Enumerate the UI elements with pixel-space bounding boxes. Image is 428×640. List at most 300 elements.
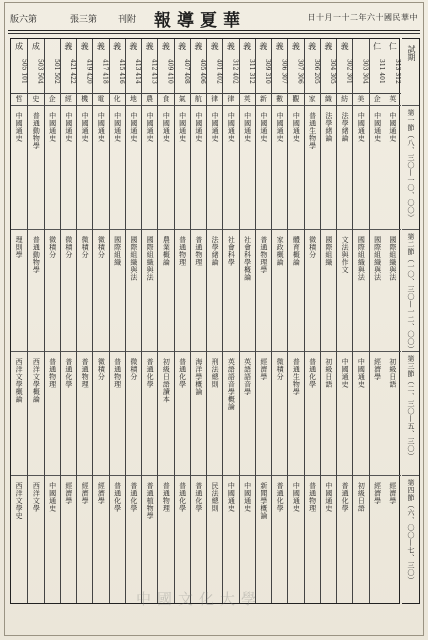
period-cell (175, 229, 190, 352)
course-name: 中國通史 (129, 112, 138, 142)
column-header (77, 39, 92, 94)
course-name: 初級日語 (388, 358, 397, 388)
column-header (223, 39, 238, 94)
course-name: 經濟學 (64, 482, 73, 505)
course-name: 西洋文學 (32, 482, 41, 512)
room-codes: 303 304 (361, 58, 369, 84)
column-header (207, 39, 222, 94)
period-cell (45, 229, 60, 352)
course-name: 普通物理 (162, 482, 171, 512)
course-name: 法學緒論 (211, 236, 220, 266)
schedule-column (369, 39, 385, 603)
period-cell (256, 475, 271, 606)
course-name: 中國通史 (357, 112, 366, 142)
period-cell (288, 351, 303, 476)
period-cell (77, 105, 92, 230)
department-abbrev: 律 (207, 93, 222, 106)
course-name: 中國通史 (48, 112, 57, 142)
class-name: 義 (259, 42, 268, 51)
course-name: 民法總則 (211, 482, 220, 512)
class-name: 義 (340, 42, 349, 51)
class-name: 義 (64, 42, 73, 51)
column-header (110, 39, 125, 94)
course-name: 中國通史 (341, 358, 350, 388)
course-name: 中國通史 (243, 112, 252, 142)
room-codes: 419 420 (85, 58, 93, 84)
schedule-column (352, 39, 368, 603)
course-name: 普通化學 (129, 482, 138, 512)
course-name: 海洋學概論 (194, 358, 203, 396)
period-cell (288, 105, 303, 230)
period-cell (110, 351, 125, 476)
room-codes: 415 416 (117, 58, 125, 84)
period-cell (126, 475, 141, 606)
column-header (126, 39, 141, 94)
column-header (353, 39, 368, 94)
period-cell (353, 351, 368, 476)
period-cell (142, 475, 157, 606)
period-cell (305, 229, 320, 352)
course-name: 初級日語 (324, 358, 333, 388)
course-name: 普通植物學 (146, 482, 155, 520)
course-name: 中國通史 (259, 112, 268, 142)
period-cell (110, 105, 125, 230)
course-name: 法學緒論 (324, 112, 333, 142)
course-name: 初級日語 (357, 482, 366, 512)
department-abbrev: 電 (93, 93, 108, 106)
course-name: 普通物理 (178, 236, 187, 266)
period-cell (272, 351, 287, 476)
period-cell (223, 105, 238, 230)
schedule-column (255, 39, 271, 603)
department-abbrev: 英 (385, 93, 401, 106)
period-cell (11, 351, 27, 476)
period-cell (240, 475, 255, 606)
period-column-title: 試期 (407, 45, 416, 61)
edition-label: 版六第 (10, 15, 38, 25)
period-cell (45, 105, 60, 230)
course-name: 普通物理 (113, 358, 122, 388)
period-cell (110, 229, 125, 352)
period-cell (256, 351, 271, 476)
course-name: 經濟學 (97, 482, 106, 505)
class-name: 義 (291, 42, 300, 51)
course-name: 中國通史 (227, 112, 236, 142)
course-name: 普通物理 (48, 358, 57, 388)
course-name: 普通生物學 (292, 358, 301, 396)
period-cell (191, 105, 206, 230)
schedule-column (239, 39, 255, 603)
department-abbrev: 英 (240, 93, 255, 106)
period-cell (223, 351, 238, 476)
period-cell (305, 475, 320, 606)
class-name: 義 (194, 42, 203, 51)
course-name: 社會科學 (227, 236, 236, 266)
course-name: 中國通史 (48, 482, 57, 512)
class-name: 義 (80, 42, 89, 51)
schedule-column (76, 39, 92, 603)
course-name: 中國通史 (243, 482, 252, 512)
class-name: 仁 (373, 42, 382, 51)
class-name: 義 (226, 42, 235, 51)
course-name: 中國通史 (64, 112, 73, 142)
column-header (240, 39, 255, 94)
period-cell (45, 475, 60, 606)
schedule-column (336, 39, 352, 603)
course-name: 中國通史 (292, 112, 301, 142)
period-cell (370, 475, 385, 606)
period-cell (385, 229, 401, 352)
course-name: 中國通史 (162, 112, 171, 142)
schedule-column (157, 39, 173, 603)
period-cell (223, 475, 238, 606)
class-name: 仁 (388, 42, 397, 51)
period-sep (402, 475, 419, 476)
class-name: 義 (210, 42, 219, 51)
room-codes: 309 310 (264, 58, 271, 84)
column-header (385, 39, 401, 94)
department-abbrev: 紡 (337, 93, 352, 106)
course-name: 普通物理 (194, 236, 203, 266)
period-cell (175, 475, 190, 606)
course-name: 國際組織與法 (357, 236, 366, 281)
department-abbrev: 氣 (175, 93, 190, 106)
period-cell (175, 351, 190, 476)
course-name: 普通物理 (308, 482, 317, 512)
course-name: 中國通史 (194, 112, 203, 142)
department-abbrev: 新 (256, 93, 271, 106)
department-abbrev: 農 (142, 93, 157, 106)
room-codes: 307 306 (296, 58, 304, 84)
period-cell (207, 105, 222, 230)
period-cell (110, 475, 125, 606)
room-codes: 409 410 (166, 58, 174, 84)
period-cell (61, 475, 76, 606)
department-abbrev: 律 (223, 93, 238, 106)
period-cell (126, 351, 141, 476)
room-codes: 401 402 (215, 58, 223, 84)
course-name: 中國通史 (324, 482, 333, 512)
supplement-label: 刊附 (118, 15, 137, 25)
schedule-column (271, 39, 287, 603)
course-name: 新聞學概論 (259, 482, 268, 520)
room-codes: 311 312 (247, 58, 255, 84)
schedule-column (304, 39, 320, 603)
column-header (142, 39, 157, 94)
column-header (28, 39, 43, 94)
period-cell (77, 229, 92, 352)
period-cell (61, 105, 76, 230)
department-abbrev: 地 (126, 93, 141, 106)
department-abbrev: 航 (191, 93, 206, 106)
department-abbrev: 哲 (11, 93, 27, 106)
sheet-label: 張三第 (70, 15, 98, 25)
department-abbrev: 化 (110, 93, 125, 106)
column-header (337, 39, 352, 94)
course-name: 中國通史 (227, 482, 236, 512)
class-name: 義 (145, 42, 154, 51)
course-name: 微積分 (97, 236, 106, 259)
period-cell (93, 229, 108, 352)
course-name: 經濟學 (373, 358, 382, 381)
period-cell (61, 351, 76, 476)
course-name: 中國通史 (97, 112, 106, 142)
department-abbrev: 企 (45, 93, 60, 106)
period-cell (158, 475, 173, 606)
course-name: 微積分 (64, 236, 73, 259)
column-header (61, 39, 76, 94)
period-cell (337, 351, 352, 476)
period-cell (126, 105, 141, 230)
course-name: 初級日語讀本 (162, 358, 171, 403)
course-name: 普通化學 (194, 482, 203, 512)
period-cell (337, 229, 352, 352)
course-name: 普通化學 (64, 358, 73, 388)
room-codes: 302 301 (345, 58, 353, 84)
column-header (11, 39, 27, 94)
masthead-title: 報導夏華 (154, 11, 246, 31)
period-cell (223, 229, 238, 352)
class-name: 義 (129, 42, 138, 51)
schedule-column (27, 39, 43, 603)
department-abbrev: 史 (28, 93, 43, 106)
period-cell (305, 105, 320, 230)
room-codes: 304 305 (329, 58, 336, 84)
period-sep (402, 105, 419, 106)
course-name: 普通化學 (308, 358, 317, 388)
column-header (191, 39, 206, 94)
course-name: 中國通史 (146, 112, 155, 142)
schedule-column (60, 39, 76, 603)
course-name: 中國通史 (292, 482, 301, 512)
class-name: 義 (308, 42, 317, 51)
watermark: 中國文化大學 (136, 590, 263, 608)
period-cell (370, 229, 385, 352)
course-name: 國際組織與法 (388, 236, 397, 281)
course-name: 普通化學 (178, 358, 187, 388)
department-abbrev: 織 (321, 93, 336, 106)
schedule-column (320, 39, 336, 603)
period-sep (402, 351, 419, 352)
column-header (272, 39, 287, 94)
course-name: 體育概論 (292, 236, 301, 266)
department-abbrev: 觀 (288, 93, 303, 106)
period-cell (158, 229, 173, 352)
course-name: 普通化學 (146, 358, 155, 388)
period-cell (337, 105, 352, 230)
room-codes: 312 402 (231, 58, 239, 84)
schedule-column (287, 39, 303, 603)
period-cell (142, 351, 157, 476)
column-header (93, 39, 108, 94)
class-name: 義 (178, 42, 187, 51)
column-header (175, 39, 190, 94)
department-abbrev: 經 (61, 93, 76, 106)
room-codes: 311 401 (377, 58, 385, 84)
period-cell (337, 475, 352, 606)
schedule-column (125, 39, 141, 603)
course-name: 理則學 (15, 236, 24, 259)
room-codes: 505 101 (20, 58, 28, 84)
period-cell (93, 105, 108, 230)
course-name: 國際組織與法 (146, 236, 155, 281)
course-name: 中國通史 (373, 112, 382, 142)
period-cell (256, 105, 271, 230)
period-cell (142, 105, 157, 230)
course-name: 西洋文學史 (15, 482, 24, 520)
department-abbrev: 食 (158, 93, 173, 106)
course-name: 家政概論 (276, 236, 285, 266)
course-name: 國際組織與法 (373, 236, 382, 281)
period-cell (11, 105, 27, 230)
period-cell (207, 351, 222, 476)
schedule-column (222, 39, 238, 603)
schedule-column (92, 39, 108, 603)
period-cell (45, 351, 60, 476)
class-name: 成 (31, 42, 40, 51)
course-name: 社會科學概論 (243, 236, 252, 281)
period-cell (28, 475, 43, 606)
period-1: 第一節（八、三〇—一〇、〇〇） (407, 109, 415, 222)
period-cell (272, 105, 287, 230)
room-codes: 503 504 (36, 58, 44, 84)
period-2: 第二節（一〇、三〇—一二、〇〇） (407, 233, 415, 353)
schedule-column (174, 39, 190, 603)
period-cell (191, 229, 206, 352)
course-name: 普通生物學 (308, 112, 317, 150)
period-cell (370, 351, 385, 476)
period-cell (353, 105, 368, 230)
column-header (158, 39, 173, 94)
period-column (402, 38, 420, 604)
room-codes: 413 414 (134, 58, 141, 84)
course-name: 經濟學 (259, 358, 268, 381)
course-name: 經濟學 (373, 482, 382, 505)
course-name: 法學緒論 (341, 112, 350, 142)
period-cell (126, 229, 141, 352)
period-cell (207, 229, 222, 352)
period-cell (385, 475, 401, 606)
course-name: 微積分 (129, 358, 138, 381)
room-codes: 313 312 (394, 58, 401, 84)
period-cell (385, 351, 401, 476)
schedule-column (11, 39, 27, 603)
period-cell (321, 351, 336, 476)
room-codes: 417 418 (101, 58, 109, 84)
period-cell (77, 475, 92, 606)
column-header (370, 39, 385, 94)
period-cell (191, 475, 206, 606)
course-name: 中國通史 (178, 112, 187, 142)
course-name: 國際組織與法 (129, 236, 138, 281)
period-cell (240, 105, 255, 230)
period-cell (305, 351, 320, 476)
course-name: 國際組織 (113, 236, 122, 266)
course-name: 刑法總則 (211, 358, 220, 388)
class-name: 成 (15, 42, 24, 51)
period-cell (207, 475, 222, 606)
period-cell (321, 229, 336, 352)
course-name: 國際組織 (324, 236, 333, 266)
period-cell (158, 105, 173, 230)
course-name: 微積分 (276, 358, 285, 381)
room-codes: 306 205 (312, 58, 320, 84)
course-name: 中國通史 (357, 358, 366, 388)
period-cell (240, 229, 255, 352)
course-name: 普通化學 (276, 482, 285, 512)
course-name: 經濟學 (388, 482, 397, 505)
course-name: 英語語音學概論 (227, 358, 236, 411)
column-header (45, 39, 60, 94)
column-header (305, 39, 320, 94)
department-abbrev: 家 (305, 93, 320, 106)
course-name: 普通化學 (113, 482, 122, 512)
department-abbrev: 機 (77, 93, 92, 106)
class-name: 義 (96, 42, 105, 51)
course-name: 英語語音學 (243, 358, 252, 396)
period-cell (77, 351, 92, 476)
class-name: 義 (243, 42, 252, 51)
class-name: 義 (113, 42, 122, 51)
course-name: 中國通史 (388, 112, 397, 142)
period-cell (28, 105, 43, 230)
course-name: 微積分 (97, 358, 106, 381)
period-cell (175, 105, 190, 230)
room-codes: 405 406 (199, 58, 206, 84)
course-name: 微積分 (308, 236, 317, 259)
period-cell (28, 351, 43, 476)
room-codes: 412 413 (150, 58, 158, 84)
class-name: 義 (275, 42, 284, 51)
department-abbrev: 企 (370, 93, 385, 106)
period-3: 第三節（二、三〇—五、三〇） (407, 355, 415, 460)
course-name: 西洋文學概論 (15, 358, 24, 403)
room-codes: 407 408 (182, 58, 190, 84)
room-codes: 501 502 (52, 58, 60, 84)
course-name: 微積分 (81, 236, 90, 259)
department-abbrev: 美 (353, 93, 368, 106)
column-header (321, 39, 336, 94)
room-codes: 306 307 (280, 58, 288, 84)
period-cell (93, 475, 108, 606)
period-cell (61, 229, 76, 352)
issue-date: 日十月一十二年六十國民華中 (307, 13, 418, 22)
header-rule-thin (8, 33, 420, 34)
column-header (256, 39, 271, 94)
period-cell (385, 105, 401, 230)
department-abbrev: 數 (272, 93, 287, 106)
period-cell (11, 475, 27, 606)
period-cell (272, 475, 287, 606)
class-name: 義 (324, 42, 333, 51)
page-header (8, 6, 420, 32)
period-cell (93, 351, 108, 476)
schedule-column (109, 39, 125, 603)
schedule-column (141, 39, 157, 603)
period-cell (11, 229, 27, 352)
period-sep (402, 229, 419, 230)
schedule-column (44, 39, 60, 603)
period-cell (28, 229, 43, 352)
room-codes: 421 422 (69, 58, 76, 84)
course-name: 中國通史 (276, 112, 285, 142)
course-name: 普通化學 (178, 482, 187, 512)
period-cell (321, 105, 336, 230)
course-name: 經濟學 (81, 482, 90, 505)
schedule-column (206, 39, 222, 603)
course-name: 普通動物學 (32, 236, 41, 274)
schedule-column (190, 39, 206, 603)
